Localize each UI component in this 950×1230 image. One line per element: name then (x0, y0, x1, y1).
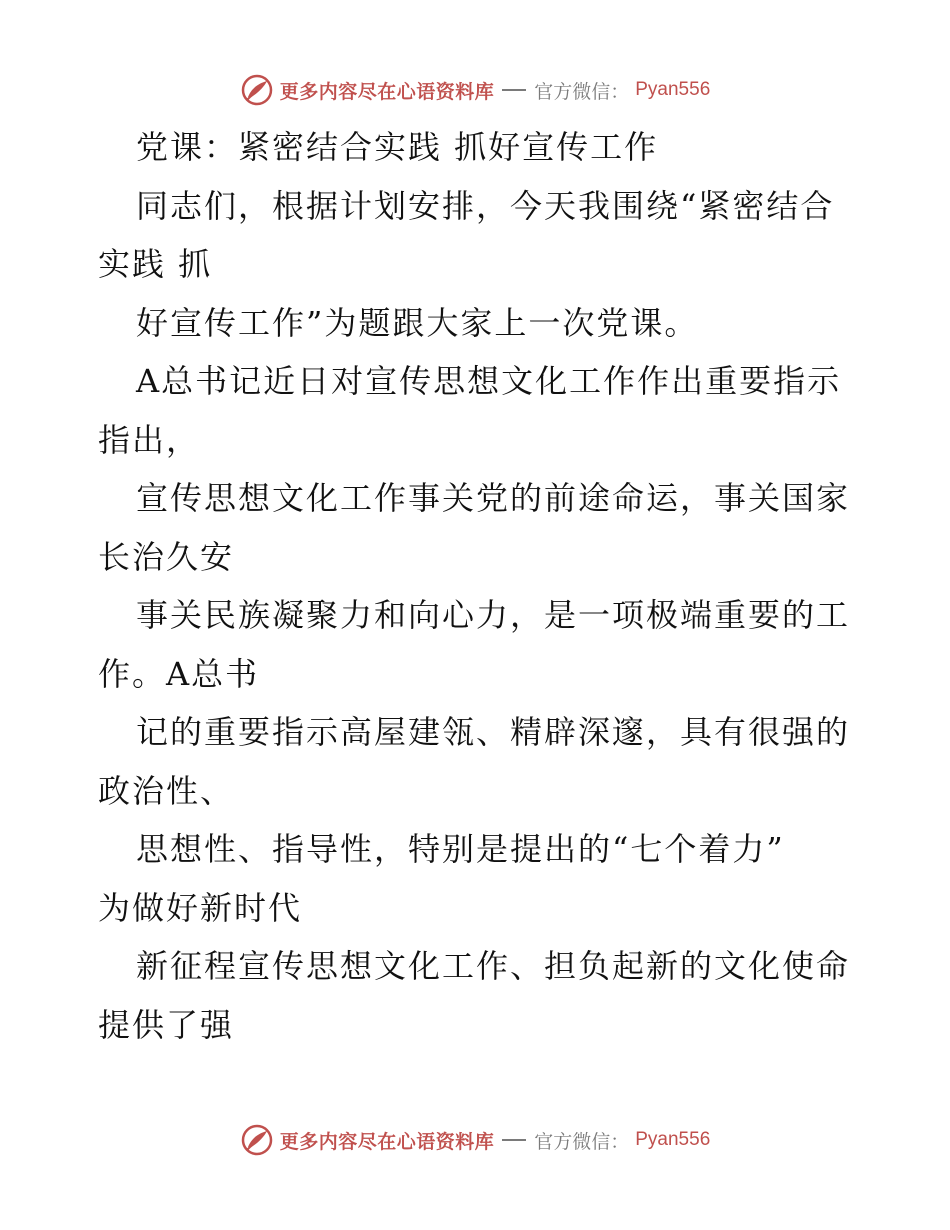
paragraph-line: 宣传思想文化工作事关党的前途命运，事关国家 (136, 479, 851, 517)
document-title: 党课：紧密结合实践 抓好宣传工作 (136, 128, 659, 166)
paragraph-line: 长治久安 (98, 537, 235, 576)
pen-logo-icon (240, 1123, 274, 1157)
paragraph-line: 事关民族凝聚力和向心力，是一项极端重要的工 (136, 596, 851, 634)
paragraph-line: 实践 抓 (98, 245, 213, 283)
banner-divider (502, 1139, 526, 1141)
paragraph-line: 提供了强 (98, 1005, 235, 1044)
paragraph-line: 记的重要指示高屋建瓴、精辟深邃，具有很强的 (136, 713, 851, 751)
paragraph-line: 指出， (98, 420, 201, 459)
paragraph-line: 新征程宣传思想文化工作、担负起新的文化使命 (136, 947, 851, 985)
paragraph-line: 好宣传工作”为题跟大家上一次党课。 (136, 303, 699, 342)
header-banner (0, 70, 950, 110)
banner-divider (502, 89, 526, 91)
paragraph-line: 政治性、 (98, 771, 235, 810)
pen-logo-icon (240, 73, 274, 107)
banner-wechat-label: 官方微信： (534, 80, 630, 103)
paragraph-line: 作。A总书 (98, 654, 260, 693)
document-body (98, 118, 858, 1054)
paragraph-line: 为做好新时代 (98, 888, 303, 927)
footer-banner (0, 1120, 950, 1160)
banner-title: 更多内容尽在心语资料库 (279, 80, 495, 103)
banner-wechat-id: Pyan556 (635, 79, 711, 100)
banner-wechat-id: Pyan556 (635, 1129, 711, 1150)
banner-wechat-label: 官方微信： (534, 1130, 630, 1153)
banner-title: 更多内容尽在心语资料库 (279, 1130, 495, 1153)
paragraph-line: A总书记近日对宣传思想文化工作作出重要指示 (136, 362, 842, 400)
paragraph-line: 同志们，根据计划安排，今天我围绕“紧密结合 (136, 186, 835, 225)
paragraph-line: 思想性、指导性，特别是提出的“七个着力” (136, 830, 785, 868)
